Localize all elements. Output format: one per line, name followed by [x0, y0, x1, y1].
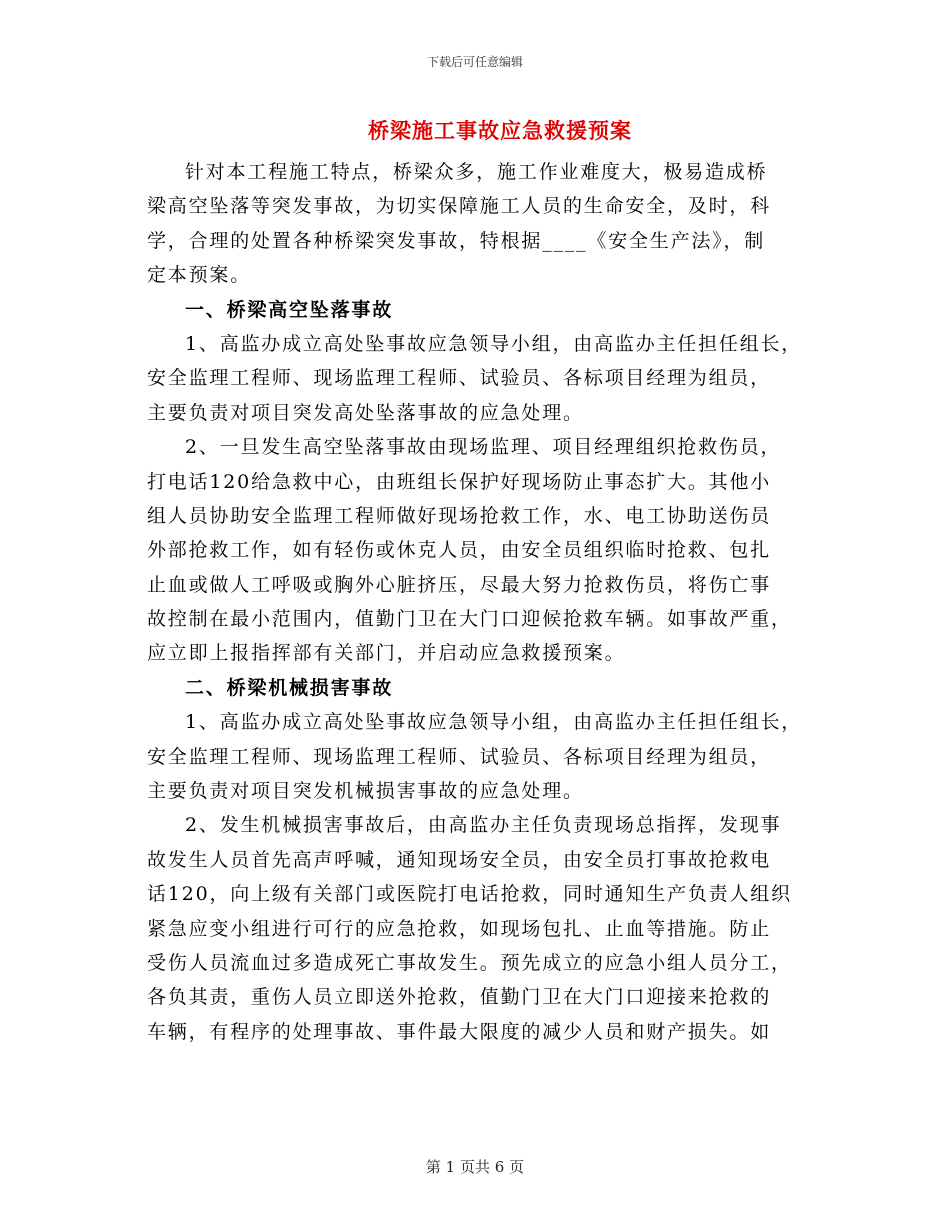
section-heading: 一、桥梁高空坠落事故: [185, 298, 394, 321]
page-footer-number: 第 1 页共 6 页: [425, 1158, 525, 1176]
body-text-line: 主要负责对项目突发机械损害事故的应急处理。: [147, 780, 584, 803]
body-text-line: 打电话120给急救中心，由班组长保护好现场防止事态扩大。其他小: [147, 470, 772, 493]
body-text-line: 故发生人员首先高声呼喊，通知现场安全员，由安全员打事故抢救电: [147, 848, 772, 871]
body-text-line: 话120，向上级有关部门或医院打电话抢救，同时通知生产负责人组织: [147, 883, 792, 906]
body-text-line: 主要负责对项目突发高处坠落事故的应急处理。: [147, 401, 584, 424]
body-text-line: 安全监理工程师、现场监理工程师、试验员、各标项目经理为组员，: [147, 745, 772, 768]
body-text-line: 1、高监办成立高处坠事故应急领导小组，由高监办主任担任组长，: [185, 332, 803, 355]
body-text-line: 各负其责，重伤人员立即送外抢救，值勤门卫在大门口迎接来抢救的: [147, 986, 772, 1009]
body-text-line: 受伤人员流血过多造成死亡事故发生。预先成立的应急小组人员分工，: [147, 951, 792, 974]
body-text-line: 针对本工程施工特点，桥梁众多，施工作业难度大，极易造成桥: [185, 161, 768, 183]
body-text-line: 止血或做人工呼吸或胸外心脏挤压，尽最大努力抢救伤员，将伤亡事: [147, 573, 772, 596]
body-text-line: 应立即上报指挥部有关部门，并启动应急救援预案。: [147, 642, 626, 665]
body-text-line: 故控制在最小范围内，值勤门卫在大门口迎候抢救车辆。如事故严重，: [147, 608, 792, 631]
body-text-line: 紧急应变小组进行可行的应急抢救，如现场包扎、止血等措施。防止: [147, 917, 772, 940]
body-text-line: 定本预案。: [147, 264, 252, 287]
page-header-note: 下载后可任意编辑: [426, 55, 523, 69]
body-text-line: 2、一旦发生高空坠落事故由现场监理、项目经理组织抢救伤员，: [185, 436, 782, 459]
body-text-line: 1、高监办成立高处坠事故应急领导小组，由高监办主任担任组长，: [185, 711, 803, 734]
body-text-line: 安全监理工程师、现场监理工程师、试验员、各标项目经理为组员，: [147, 367, 772, 390]
body-text-line: 2、发生机械损害事故后，由高监办主任负责现场总指挥，发现事: [185, 814, 782, 837]
body-text-line: 学，合理的处置各种桥梁突发事故，特根据____《安全生产法》，制: [147, 229, 766, 252]
document-body: [147, 155, 827, 1049]
body-text-line: 梁高空坠落等突发事故，为切实保障施工人员的生命安全，及时，科: [147, 195, 772, 218]
body-text-line: 外部抢救工作，如有轻伤或休克人员，由安全员组织临时抢救、包扎: [147, 539, 772, 562]
document-title: 桥梁施工事故应急救援预案: [368, 118, 632, 143]
body-text-line: 组人员协助安全监理工程师做好现场抢救工作，水、电工协助送伤员: [147, 504, 772, 527]
body-text-line: 车辆，有程序的处理事故、事件最大限度的减少人员和财产损失。如: [147, 1020, 772, 1043]
section-heading: 二、桥梁机械损害事故: [185, 676, 394, 699]
